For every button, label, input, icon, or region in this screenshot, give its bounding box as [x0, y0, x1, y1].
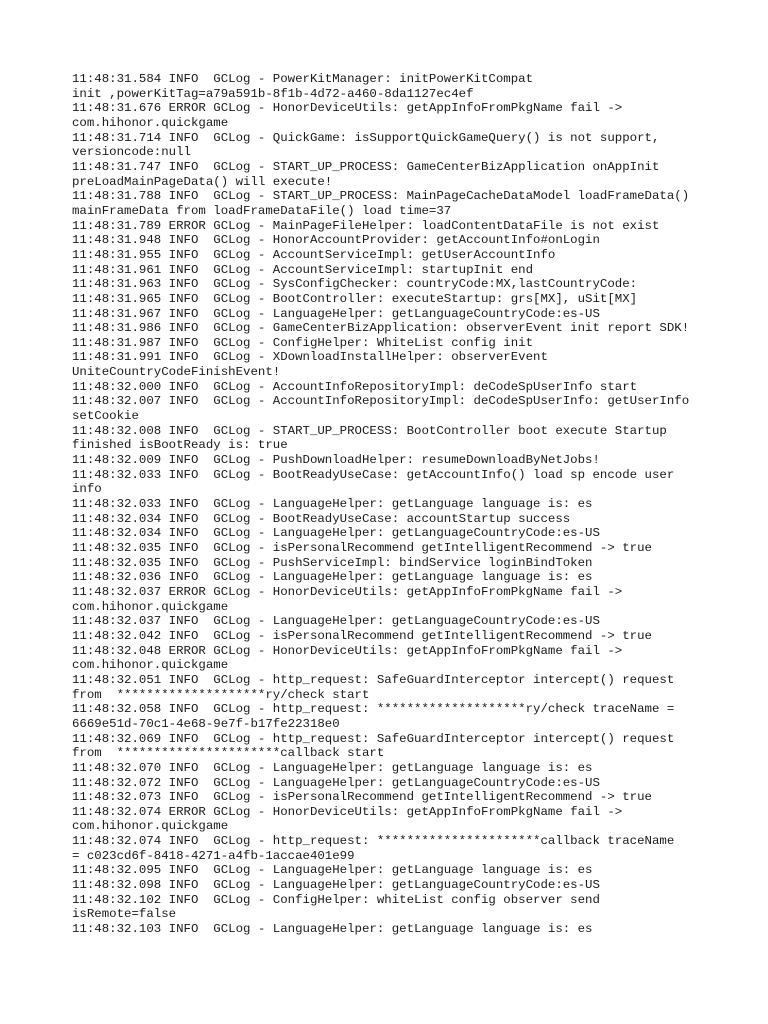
log-line: 11:48:32.037 ERROR GCLog - HonorDeviceUtils: getAppInfoFromPkgName fail ->: [72, 584, 623, 599]
log-line: 11:48:32.007 INFO GCLog - AccountInfoRepositoryImpl: deCodeSpUserInfo: getUserInfo: [72, 394, 690, 409]
log-line: 11:48:32.073 INFO GCLog - isPersonalRecommend getIntelligentRecommend -> true: [72, 790, 652, 805]
log-line: from ********************ry/check start: [72, 687, 370, 702]
log-line: mainFrameData from loadFrameDataFile() load time=37: [72, 203, 452, 218]
log-line: 11:48:31.789 ERROR GCLog - MainPageFileHelper: loadContentDataFile is not exist: [72, 218, 660, 233]
log-line: 11:48:32.000 INFO GCLog - AccountInfoRepositoryImpl: deCodeSpUserInfo start: [72, 379, 638, 394]
log-line: 11:48:31.788 INFO GCLog - START_UP_PROCESS: MainPageCacheDataModel loadFrameData(): [72, 189, 690, 204]
log-line: 11:48:31.967 INFO GCLog - LanguageHelper: getLanguageCountryCode:es-US: [72, 306, 600, 321]
log-line: = c023cd6f-8418-4271-a4fb-1accae401e99: [72, 848, 355, 863]
log-line: com.hihonor.quickgame: [72, 599, 229, 614]
log-line: 6669e51d-70c1-4e68-9e7f-b17fe22318e0: [72, 716, 340, 731]
log-line: 11:48:31.965 INFO GCLog - BootController: executeStartup: grs[MX], uSit[MX]: [72, 291, 638, 306]
log-line: 11:48:32.034 INFO GCLog - BootReadyUseCase: accountStartup success: [72, 511, 571, 526]
log-line: 11:48:32.034 INFO GCLog - LanguageHelper: getLanguageCountryCode:es-US: [72, 526, 600, 541]
log-line: 11:48:32.008 INFO GCLog - START_UP_PROCESS: BootController boot execute Startup: [72, 423, 667, 438]
log-line: 11:48:32.035 INFO GCLog - PushServiceImpl: bindService loginBindToken: [72, 555, 593, 570]
log-line: 11:48:31.987 INFO GCLog - ConfigHelper: WhiteList config init: [72, 335, 534, 350]
log-line: 11:48:32.058 INFO GCLog - http_request: ********************ry/check traceName =: [72, 702, 675, 717]
log-line: 11:48:31.676 ERROR GCLog - HonorDeviceUtils: getAppInfoFromPkgName fail ->: [72, 101, 623, 116]
log-line: 11:48:32.074 ERROR GCLog - HonorDeviceUtils: getAppInfoFromPkgName fail ->: [72, 804, 623, 819]
log-line: 11:48:32.098 INFO GCLog - LanguageHelper: getLanguageCountryCode:es-US: [72, 878, 600, 893]
log-line: 11:48:32.035 INFO GCLog - isPersonalRecommend getIntelligentRecommend -> true: [72, 541, 652, 555]
log-line: 11:48:32.036 INFO GCLog - LanguageHelper: getLanguage language is: es: [72, 570, 593, 585]
log-line: 11:48:31.986 INFO GCLog - GameCenterBizApplication: observerEvent init report SDK!: [72, 321, 690, 336]
log-line: com.hihonor.quickgame: [72, 115, 229, 130]
log-line: 11:48:32.033 INFO GCLog - LanguageHelper: getLanguage language is: es: [72, 497, 593, 512]
log-line: 11:48:32.103 INFO GCLog - LanguageHelper: getLanguage language is: es: [72, 922, 593, 937]
log-line: 11:48:32.048 ERROR GCLog - HonorDeviceUtils: getAppInfoFromPkgName fail ->: [72, 643, 623, 658]
log-line: com.hihonor.quickgame: [72, 819, 229, 834]
log-line: 11:48:32.102 INFO GCLog - ConfigHelper: whiteList config observer send: [72, 892, 600, 907]
log-line: 11:48:31.747 INFO GCLog - START_UP_PROCESS: GameCenterBizApplication onAppInit: [72, 159, 660, 174]
log-line: UniteCountryCodeFinishEvent!: [72, 365, 281, 380]
log-line: info: [72, 482, 102, 497]
log-line: 11:48:32.033 INFO GCLog - BootReadyUseCase: getAccountInfo() load sp encode user: [72, 467, 675, 482]
log-document: [72, 72, 712, 937]
log-line: preLoadMainPageData() will execute!: [72, 174, 333, 189]
log-line: 11:48:32.009 INFO GCLog - PushDownloadHelper: resumeDownloadByNetJobs!: [72, 453, 600, 468]
log-line: setCookie: [72, 409, 139, 424]
log-line: com.hihonor.quickgame: [72, 658, 229, 673]
log-line: init ,powerKitTag=a79a591b-8f1b-4d72-a460-8da1127ec4ef: [72, 86, 474, 101]
log-line: 11:48:31.955 INFO GCLog - AccountServiceImpl: getUserAccountInfo: [72, 247, 556, 262]
log-line: 11:48:31.963 INFO GCLog - SysConfigChecker: countryCode:MX,lastCountryCode:: [72, 277, 638, 292]
log-line: from **********************callback start: [72, 746, 385, 761]
log-line: 11:48:32.051 INFO GCLog - http_request: SafeGuardInterceptor intercept() request: [72, 672, 675, 687]
log-line: finished isBootReady is: true: [72, 438, 288, 453]
log-line: 11:48:31.961 INFO GCLog - AccountServiceImpl: startupInit end: [72, 262, 534, 277]
log-line: 11:48:31.948 INFO GCLog - HonorAccountProvider: getAccountInfo#onLogin: [72, 233, 600, 248]
log-line: 11:48:31.991 INFO GCLog - XDownloadInstallHelper: observerEvent: [72, 350, 548, 365]
log-line: 11:48:32.072 INFO GCLog - LanguageHelper: getLanguageCountryCode:es-US: [72, 775, 600, 790]
log-line: 11:48:32.095 INFO GCLog - LanguageHelper: getLanguage language is: es: [72, 863, 593, 878]
log-line: 11:48:32.074 INFO GCLog - http_request: **********************callback traceName: [72, 834, 675, 849]
log-line: 11:48:32.042 INFO GCLog - isPersonalRecommend getIntelligentRecommend -> true: [72, 628, 652, 643]
log-line: 11:48:31.714 INFO GCLog - QuickGame: isSupportQuickGameQuery() is not support,: [72, 130, 660, 145]
log-line: 11:48:31.584 INFO GCLog - PowerKitManager: initPowerKitCompat: [72, 72, 534, 86]
log-line: versioncode:null: [72, 145, 191, 160]
log-line: 11:48:32.070 INFO GCLog - LanguageHelper: getLanguage language is: es: [72, 760, 593, 775]
log-line: isRemote=false: [72, 907, 177, 922]
log-line: 11:48:32.037 INFO GCLog - LanguageHelper: getLanguageCountryCode:es-US: [72, 614, 600, 629]
log-line: 11:48:32.069 INFO GCLog - http_request: SafeGuardInterceptor intercept() request: [72, 731, 675, 746]
